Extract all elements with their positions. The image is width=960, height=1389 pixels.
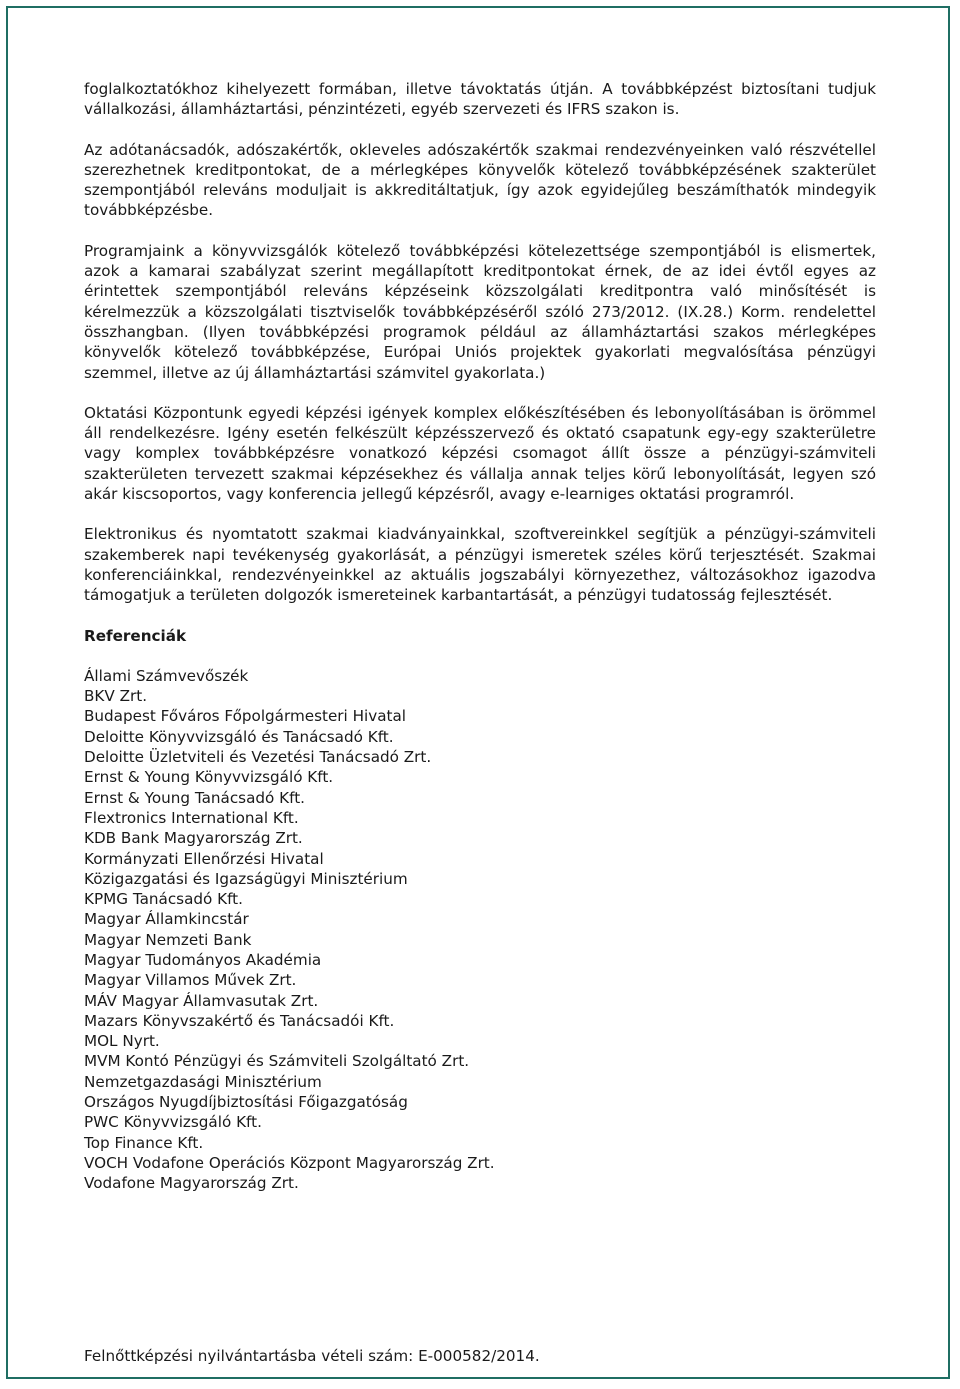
paragraph-auditor-programs: Programjaink a könyvvizsgálók kötelező továbbképzési kötelezettsége szempontjából is elismertek, azok a kamarai szabályzat szerint megállapított kreditpontokat érnek, de az idei évtől egyes az érintettek szempontjából releváns képzéseink közszolgálati kreditpontra való minősítését is kérelmezzük a közszolgálati tisztviselők továbbképzéséről szóló 273/2012. (IX.28.) Korm. rendelettel összhangban. (Ilyen továbbképzési programok például az államháztartási szakos mérlegképes könyvelők kötelező továbbképzése, Európai Uniós projektek gyakorlati megvalósítása pénzügyi szemmel, illetve az új államháztartási számvitel gyakorlata.) [84, 241, 876, 382]
references-list [84, 666, 876, 1194]
reference-item: Állami Számvevőszék [84, 666, 249, 685]
references-heading: Referenciák [84, 626, 187, 645]
reference-item: Ernst & Young Tanácsadó Kft. [84, 788, 305, 807]
reference-item: Nemzetgazdasági Minisztérium [84, 1072, 322, 1091]
reference-item: Deloitte Üzletviteli és Vezetési Tanácsadó Zrt. [84, 748, 432, 767]
document-body [84, 79, 876, 1194]
reference-item: Deloitte Könyvvizsgáló és Tanácsadó Kft. [84, 727, 394, 746]
reference-item: Kormányzati Ellenőrzési Hivatal [84, 849, 324, 868]
reference-item: Top Finance Kft. [84, 1133, 204, 1152]
reference-item: MVM Kontó Pénzügyi és Számviteli Szolgáltató Zrt. [84, 1052, 470, 1071]
reference-item: Országos Nyugdíjbiztosítási Főigazgatóság [84, 1093, 408, 1112]
reference-item: Flextronics International Kft. [84, 808, 299, 827]
reference-item: Magyar Villamos Művek Zrt. [84, 971, 297, 990]
reference-item: KDB Bank Magyarország Zrt. [84, 829, 303, 848]
reference-item: MOL Nyrt. [84, 1032, 160, 1051]
paragraph-training-forms: foglalkoztatókhoz kihelyezett formában, illetve távoktatás útján. A továbbképzést biztosítani tudjuk vállalkozási, államháztartási, pénzintézeti, egyéb szervezeti és IFRS szakon is. [84, 80, 876, 119]
paragraph-tax-advisors-credits: Az adótanácsadók, adószakértők, okleveles adószakértők szakmai rendezvényeinken való részvétellel szerezhetnek kreditpontokat, de a mérlegképes könyvelők kötelező továbbképzésének szakterület szempontjából releváns moduljait is akkreditáltatjuk, így azok egyidejűleg beszámíthatók mindegyik továbbképzésbe. [84, 140, 876, 220]
reference-item: Ernst & Young Könyvvizsgáló Kft. [84, 768, 334, 787]
reference-item: Magyar Tudományos Akadémia [84, 950, 322, 969]
reference-item: Közigazgatási és Igazságügyi Minisztérium [84, 869, 408, 888]
reference-item: BKV Zrt. [84, 687, 148, 706]
paragraph-education-center: Oktatási Központunk egyedi képzési igények komplex előkészítésében és lebonyolításában is örömmel áll rendelkezésre. Igény esetén felkészült képzésszervező és oktató csapatunk egy-egy szakterületre vagy komplex továbbképzésre vonatkozó képzési csomagot állít össze a pénzügyi-számviteli szakterületen tervezett szakmai képzésekhez és vállalja annak teljes körű lebonyolítását, legyen szó akár kiscsoportos, vagy konferencia jellegű képzésről, avagy e-learniges oktatási programról. [84, 403, 876, 504]
reference-item: Budapest Főváros Főpolgármesteri Hivatal [84, 707, 407, 726]
reference-item: KPMG Tanácsadó Kft. [84, 890, 243, 909]
reference-item: Magyar Nemzeti Bank [84, 930, 252, 949]
reference-item: Mazars Könyvszakértő és Tanácsadói Kft. [84, 1011, 395, 1030]
reference-item: PWC Könyvvizsgáló Kft. [84, 1113, 262, 1132]
reference-item: VOCH Vodafone Operációs Központ Magyarország Zrt. [84, 1153, 495, 1172]
reference-item: Magyar Államkincstár [84, 910, 249, 929]
paragraph-publications: Elektronikus és nyomtatott szakmai kiadványainkkal, szoftvereinkkel segítjük a pénzügyi-számviteli szakemberek napi tevékenység gyakorlását, a pénzügyi ismeretek széles körű terjesztését. Szakmai konferenciáinkkal, rendezvényeinkkel az aktuális jogszabályi környezethez, változásokhoz igazodva támogatjuk a területen dolgozók ismereteinek karbantartását, a pénzügyi tudatosság fejlesztését. [84, 525, 876, 605]
reference-item: MÁV Magyar Államvasutak Zrt. [84, 991, 319, 1010]
reference-item: Vodafone Magyarország Zrt. [84, 1174, 299, 1193]
registration-number-footer: Felnőttképzési nyilvántartásba vételi szám: E-000582/2014. [84, 1347, 540, 1365]
